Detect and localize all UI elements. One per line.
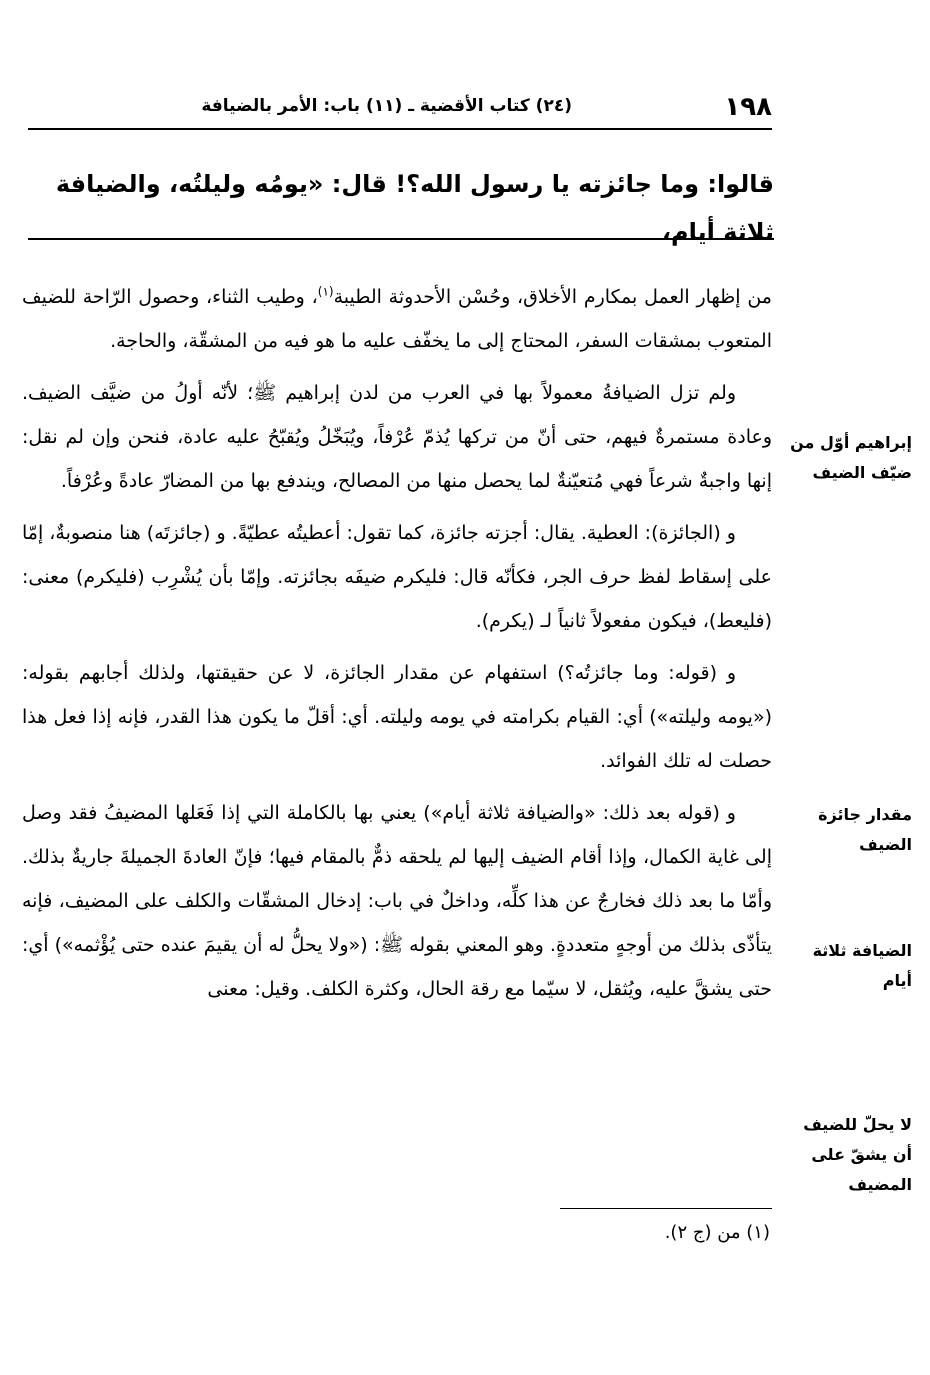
page-number: ١٩٨ <box>724 92 772 122</box>
paragraph: ولم تزل الضيافةُ معمولاً بها في العرب من لدن إبراهيم ﷺ؛ لأنّه أولُ من ضيَّف الضيف. وعادة مستمرةٌ فيهم، حتى أنّ من تركها يُذمّ عُرْفاً، ويُبَخّلُ ويُقبّحُ عليه عادة، فنحن وإن لم نقل: إنها واجبةٌ شرعاً فهي مُتعيّنةٌ لما يحصل منها من المصالح، ويندفع بها من المضارّ عادةً وعُرْفاً. <box>22 382 772 492</box>
paragraph <box>22 275 772 363</box>
footnote-reference: (١) <box>317 284 334 299</box>
paragraph: و (قوله: وما جائزتُه؟) استفهام عن مقدار الجائزة، لا عن حقيقتها، ولذلك أجابهم بقوله: («يومه وليلته») أي: القيام بكرامته في يومه وليلته. أي: أقلّ ما يكون هذا القدر، فإنه إذا فعل هذا حصلت له تلك الفوائد. <box>22 662 772 772</box>
page-header <box>28 92 772 130</box>
margin-note: لا يحلّ للضيف أن يشقّ على المضيف <box>803 1115 912 1194</box>
footnote: (١) من (ج ٢). <box>664 1222 770 1243</box>
hadith-divider <box>28 238 774 240</box>
running-title: (٢٤) كتاب الأقضية ـ (١١) باب: الأمر بالضيافة <box>201 96 572 116</box>
margin-note: مقدار جائزة الضيف <box>818 805 912 854</box>
margin-note: الضيافة ثلاثة أيام <box>812 941 912 990</box>
paragraph-text: من إظهار العمل بمكارم الأخلاق، وحُسْن الأحدوثة الطيبة <box>333 286 772 308</box>
paragraph-text: ، وطيب الثناء، وحصول الرّاحة للضيف المتعوب بمشقات السفر، المحتاج إلى ما يخفّف عليه ما هو فيه من المشقّة، والحاجة. <box>22 286 772 352</box>
paragraph: و (قوله بعد ذلك: «والضيافة ثلاثة أيام») يعني بها بالكاملة التي إذا فَعَلها المضيفُ فقد وصل إلى غاية الكمال، وإذا أقام الضيف إليها لم يلحقه ذمٌّ بالمقام فيها؛ فإنّ العادةَ الجميلةَ جاريةٌ بذلك. وأمّا ما بعد ذلك فخارجٌ عن هذا كلِّه، وداخلٌ في باب: إدخال المشقّات والكلف على المضيف، فإنه يتأذّى بذلك من أوجهٍ متعددةٍ. وهو المعني بقوله ﷺ: («ولا يحلُّ له أن يقيمَ عنده حتى يُؤْثمه») أي: حتى يشقَّ عليه، ويُثقل، لا سيّما مع رقة الحال، وكثرة الكلف. وقيل: معنى <box>22 802 772 1000</box>
margin-note: إبراهيم أوّل من ضيّف الضيف <box>790 433 912 482</box>
hadith-text: قالوا: وما جائزته يا رسول الله؟! قال: «يومُه وليلتُه، والضيافة ثلاثة أيام، <box>55 170 774 246</box>
paragraph: و (الجائزة): العطية. يقال: أجزته جائزة، كما تقول: أعطيتُه عطيّةً. و (جائزتَه) هنا منصوبةٌ، إمّا على إسقاط لفظ حرف الجر، فكأنّه قال: فليكرم ضيفَه بجائزته. وإمّا بأن يُشْرِب (فليكرم) معنى: (فليعط)، فيكون مفعولاً ثانياً لـ (يكرم). <box>22 522 772 632</box>
commentary-body <box>22 275 772 1019</box>
footnote-divider <box>560 1208 772 1209</box>
